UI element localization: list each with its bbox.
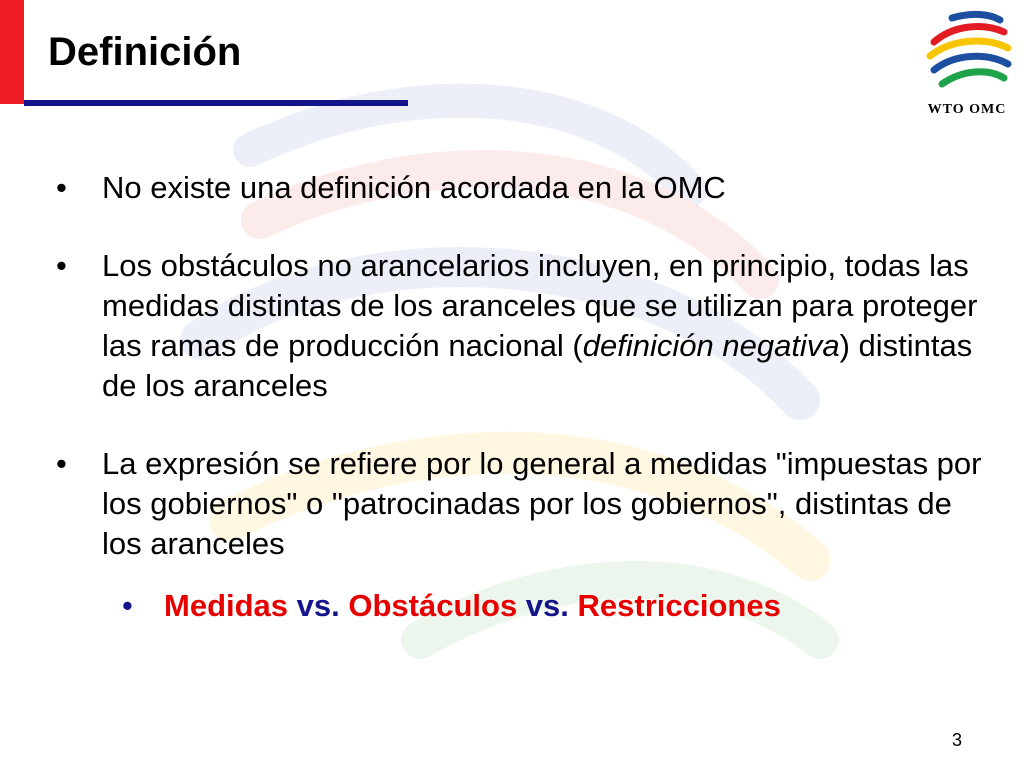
logo-text: WTO OMC	[927, 102, 1007, 117]
bullet-item	[56, 246, 986, 406]
bullet-text: No existe una definición acordada en la OMC	[102, 170, 726, 205]
wto-globe-logo-icon	[912, 6, 1022, 98]
bullet-list	[56, 168, 986, 626]
highlight-bullet	[122, 586, 1024, 626]
page-number: 3	[951, 730, 962, 750]
highlight-separator: vs.	[288, 588, 349, 623]
bullet-marker: •	[122, 588, 133, 623]
slide-title: Definición	[48, 30, 242, 74]
bullet-marker: •	[56, 248, 67, 283]
title-underline	[24, 100, 408, 106]
bullet-marker: •	[56, 170, 67, 205]
bullet-item	[56, 444, 986, 564]
highlight-separator: vs.	[517, 588, 578, 623]
highlight-term-medidas: Medidas	[164, 588, 289, 623]
bullet-text: La expresión se refiere por lo general a medidas "impuestas por los gobiernos" o "patrocinadas por los gobiernos", distintas de los aranceles	[102, 446, 982, 561]
bullet-text-continued: ) distintas de los aranceles	[102, 328, 973, 403]
highlight-term-obstaculos: Obstáculos	[348, 588, 518, 623]
wto-logo	[912, 6, 1022, 126]
highlight-term-restricciones: Restricciones	[577, 588, 781, 623]
bullet-marker: •	[56, 446, 67, 481]
bullet-italic-text: definición negativa	[582, 328, 840, 363]
bullet-text: Los obstáculos no arancelarios incluyen, en principio, todas las medidas distintas de los aranceles que se utilizan para proteger las ramas de producción nacional (	[102, 248, 978, 363]
title-accent-bar	[0, 0, 24, 104]
bullet-item	[56, 168, 986, 208]
